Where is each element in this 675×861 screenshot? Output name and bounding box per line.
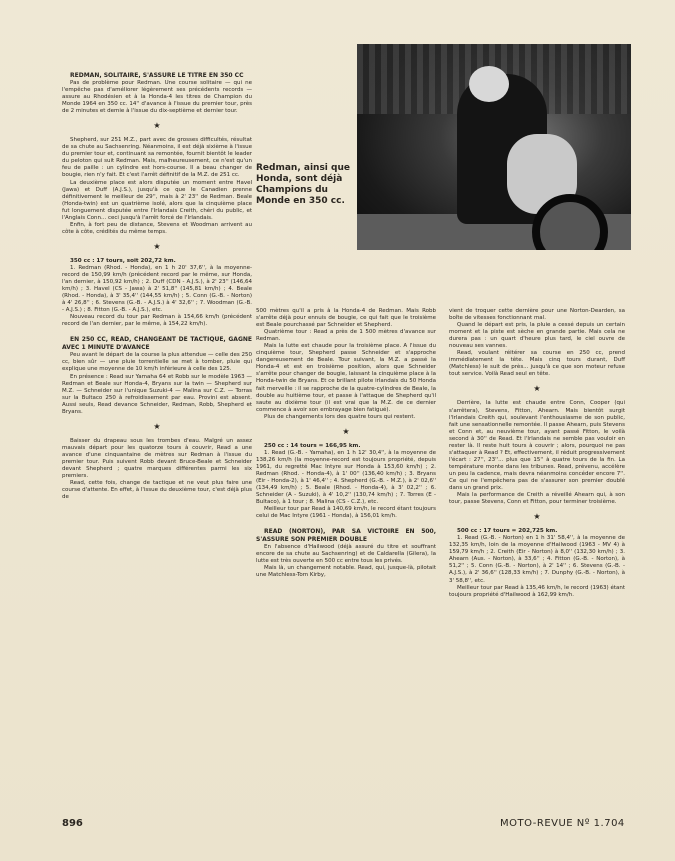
- paragraph: Mais la lutte est chaude pour la troisième place. A l'issue du cinquième tour, Shepherd passe Schneider et s'approche dangereusement de Beale. Tour suivant, la M.Z. a passé la Honda-4 et est en troisième position, alors que Schneider s'arrête pour changer de bougie, laissant la cinquième place à la Honda-twin de Bryans. Et ce brillant pilote irlandais du 50 Honda fait merveille : il se rapproche de la quatre-cylindres de Beale, la double au huitième tour, et passe à l'attaque de Shepherd qu'il saute au dixième tour (il est vrai que la M.Z. de ce dernier commence à avoir son embrayage bien fatigué).: [256, 343, 436, 413]
- paragraph: Pas de problème pour Redman. Une course solitaire — qui ne l'empêche pas d'améliorer légèrement ses précédents records — assure au Rhodésien et à la Honda-4 les titres de Champion du Monde 1964 en 350 cc. 14'' d'avance à l'issue du premier tour, près de 2 minutes et demie à l'issue du dix-septième et dernier tour.: [62, 80, 252, 115]
- star-divider: ★: [153, 121, 161, 131]
- star-divider: ★: [153, 241, 161, 251]
- section-title-250: EN 250 CC, READ, CHANGEANT DE TACTIQUE, GAGNE AVEC 1 MINUTE D'AVANCE: [62, 336, 252, 352]
- column-2: [256, 308, 436, 580]
- paragraph: 500 mètres qu'il a pris à la Honda-4 de Redman. Mais Robb s'arrête déjà pour ennuis de bougie, ce qui fait que le troisième est Beale pourchassé par Schneider et Shepherd.: [256, 308, 436, 329]
- results-500: 1. Read (G.-B. - Norton) en 1 h 31' 58,4'', à la moyenne de 132,35 km/h, loin de la moyenne d'Hailwood (1963 - MV 4) à 159,79 km/h ; 2. Creith (Eir - Norton) à 8,0'' (132,30 km/h) ; 3. Ahearn (Aus. - Norton), à 33,6'' ; 4. Fitton (G.-B. - Norton), à 51,2'' ; 5. Conn (G.-B. - Norton), à 2' 14'' ; 6. Stevens (G.-B. - A.J.S.), à 2' 36,6'' (128,33 km/h) ; 7. Dunphy (G.-B. - Norton), à 3' 58,8'', etc.: [449, 535, 625, 584]
- photo-caption: Redman, ainsi que Honda, sont déjà Champions du Monde en 350 cc.: [256, 163, 350, 206]
- rider-helmet: [469, 66, 509, 102]
- paragraph: Derrière, la lutte est chaude entre Conn, Cooper (qui s'arrêtera), Stevens, Fitton, Ahearn. Mais bientôt surgit l'Irlandais Creith qui, soulevant l'enthousiasme de son public, fait une sensationnelle remontée. Il passe Ahearn, puis Stevens et Conn et, au neuvième tour, ayant passé Fitton, le voilà second à 30'' de Read. Et l'Irlandais ne semble pas vouloir en rester là. Il reste huit tours à couvrir ; alors, pourquoi ne pas s'attaquer à Read ? Et, effectivement, il réduit progressivement l'écart : 27'', 23''... plus que 15'' à quatre tours de la fin. La température monte dans les tribunes. Read, prévenu, accélère un peu la cadence, mais devra néanmoins concéder encore 7''. Ce qui ne l'empêchera pas de s'assurer son premier doublé dans un grand prix.: [449, 400, 625, 492]
- star-divider: ★: [533, 384, 541, 394]
- star-divider: ★: [153, 421, 161, 431]
- paragraph: Baisser du drapeau sous les trombes d'eau. Malgré un assez mauvais départ pour les quatorze tours à couvrir, Read a une avance d'une cinquantaine de mètres sur Redman à l'issue du premier tour. Puis suivent Robb devant Bruce-Beale et Schneider devant Shepherd ; quatre marques différentes parmi les six premiers.: [62, 437, 252, 480]
- paragraph: En l'absence d'Hailwood (déjà assuré du titre et souffrant encore de sa chute au Sachsenring) et de Caldarella (Gilera), la lutte est très ouverte en 500 cc entre tous les privés.: [256, 544, 436, 565]
- results-heading-350: 350 cc : 17 tours, soit 202,72 km.: [70, 257, 176, 264]
- paragraph: Read, voulant réitérer sa course en 250 cc, prend immédiatement la tête. Mais cinq tours durant, Duff (Matchless) le suit de près... jusqu'à ce que son moteur refuse tout service. Voilà Read seul en tête.: [449, 350, 625, 378]
- results-heading-250: 250 cc : 14 tours = 166,95 km.: [264, 442, 361, 449]
- paragraph: Read, cette fois, change de tactique et ne veut plus faire une course d'attente. En effet, à l'issue du deuxième tour, c'est déjà plus de: [62, 480, 252, 501]
- magazine-issue: MOTO-REVUE Nº 1.704: [500, 818, 625, 829]
- paragraph: Enfin, à fort peu de distance, Stevens et Woodman arrivent au côte à côte, crédités du même temps.: [62, 221, 252, 235]
- paragraph: Nouveau record du tour par Redman à 154,66 km/h (précédent record de l'an dernier, par le même, à 154,22 km/h).: [62, 314, 252, 328]
- paragraph: Mais là, un changement notable. Read, qui, jusque-là, pilotait une Matchless-Tom Kirby,: [256, 565, 436, 579]
- star-divider: ★: [342, 426, 350, 436]
- paragraph: Peu avant le départ de la course la plus attendue — celle des 250 cc, bien sûr — une pluie torrentielle se met à tomber, pluie qui explique une moyenne de 10 km/h inférieure à celle des 125.: [62, 352, 252, 373]
- paragraph: Meilleur tour par Read à 140,69 km/h, le record étant toujours celui de Mac Intyre (1961 - Honda), à 156,01 km/h.: [256, 506, 436, 520]
- paragraph: Quatrième tour : Read a près de 1 500 mètres d'avance sur Redman.: [256, 329, 436, 343]
- results-heading-500: 500 cc : 17 tours = 202,725 km.: [457, 528, 558, 535]
- section-title-350: REDMAN, SOLITAIRE, S'ASSURE LE TITRE EN 350 CC: [70, 72, 244, 79]
- paragraph: vient de troquer cette dernière pour une Norton-Dearden, sa boîte de vitesses fonctionnant mal.: [449, 308, 625, 322]
- star-divider: ★: [533, 512, 541, 522]
- paragraph: En présence : Read sur Yamaha 64 et Robb sur le modèle 1963 — Redman et Beale sur Honda-4, Bryans sur la twin — Shepherd sur M.Z. — Schneider sur l'unique Suzuki-4 — Malina sur C.Z. — Torras sur la Bultaco 250 à refroidissement par eau. Provini est absent. Aussi seuls, Read devance Schneider, Redman, Robb, Shepherd et Bryans.: [62, 373, 252, 415]
- section-title-500: READ (NORTON), PAR SA VICTOIRE EN 500, S'ASSURE SON PREMIER DOUBLE: [256, 528, 436, 544]
- paragraph: La deuxième place est alors disputée un moment entre Havel (Jawa) et Duff (A.J.S.), jusqu'à ce que le Canadien prenne définitivement le meilleur de 29'', mais à 2' 23'' de Redman. Beale (Honda-twin) est un quatrième isolé, alors que la cinquième place fut longuement disputée entre l'Irlandais Creith, chéri du public, et l'Anglais Conn... ceci jusqu'à l'arrêt forcé de l'Irlandais.: [62, 179, 252, 221]
- paragraph: Quand le départ est pris, la pluie a cessé depuis un certain moment et la piste est sèche en grande partie. Mais cela ne durera pas : un quart d'heure plus tard, le ciel ouvre de nouveau ses vannes.: [449, 322, 625, 350]
- column-1: [62, 72, 252, 501]
- paragraph: Mais la performance de Creith a réveillé Ahearn qui, à son tour, passe Stevens, Conn et Fitton, pour terminer troisième.: [449, 492, 625, 506]
- race-photo: [357, 44, 631, 250]
- paragraph: Shepherd, sur 251 M.Z., part avec de grosses difficultés, résultat de sa chute au Sachsenring. Néanmoins, il est déjà sixième à l'issue du premier tour et, continuant sa remontée, fournit bientôt le leader du peloton qui suit Redman. Mais, malheureusement, ce n'est qu'un feu de paille : un cylindre est hors-course. Il a beau changer de bougie, rien n'y fait. Et c'est l'arrêt définitif de la M.Z. de 251 cc.: [62, 137, 252, 179]
- results-350: 1. Redman (Rhod. - Honda), en 1 h 20' 37,6'', à la moyenne-record de 150,99 km/h (précédent record par le même, sur Honda, l'an dernier, à 150,92 km/h) ; 2. Duff (CDN - A.J.S.), à 2' 23'' (146,64 km/h) ; 3. Havel (CS - Jawa) à 2' 51,8'' (145,81 km/h) ; 4. Beale (Rhod. - Honda), à 3' 35,4'' (144,55 km/h) ; 5. Conn (G.-B. - Norton) à 4' 26,8'' ; 6. Stevens (G.-B. - A.J.S.) à 4' 32,6'' ; 7. Woodman (G.-B. - A.J.S.) ; 8. Fitton (G.-B. - A.J.S.), etc.: [62, 264, 252, 314]
- paragraph: Meilleur tour par Read à 135,46 km/h, le record (1963) étant toujours propriété d'Hailwood à 162,99 km/h.: [449, 584, 625, 598]
- column-3: [449, 308, 625, 599]
- page-number: 896: [62, 818, 83, 829]
- results-250: 1. Read (G.-B. - Yamaha), en 1 h 12' 30,4'', à la moyenne de 138,26 km/h (la moyenne-record est toujours propriété, depuis 1961, du regretté Mac Intyre sur Honda à 153,60 km/h) ; 2. Redman (Rhod. - Honda-4), à 1' 00'' (136,40 km/h) ; 3. Bryans (Eir - Honda-2), à 1' 46,4'' ; 4. Shepherd (G.-B. - M.Z.), à 2' 02,6'' (134,49 km/h) ; 5. Beale (Rhod. - Honda-4), à 3' 02,2'' ; 6. Schneider (A - Suzuki), à 4' 10,2'' (130,74 km/h) ; 7. Torres (E - Bultaco), à 1 tour ; 8. Malina (CS - C.Z.), etc.: [256, 449, 436, 506]
- paragraph: Plus de changements lors des quatre tours qui restent.: [264, 413, 416, 420]
